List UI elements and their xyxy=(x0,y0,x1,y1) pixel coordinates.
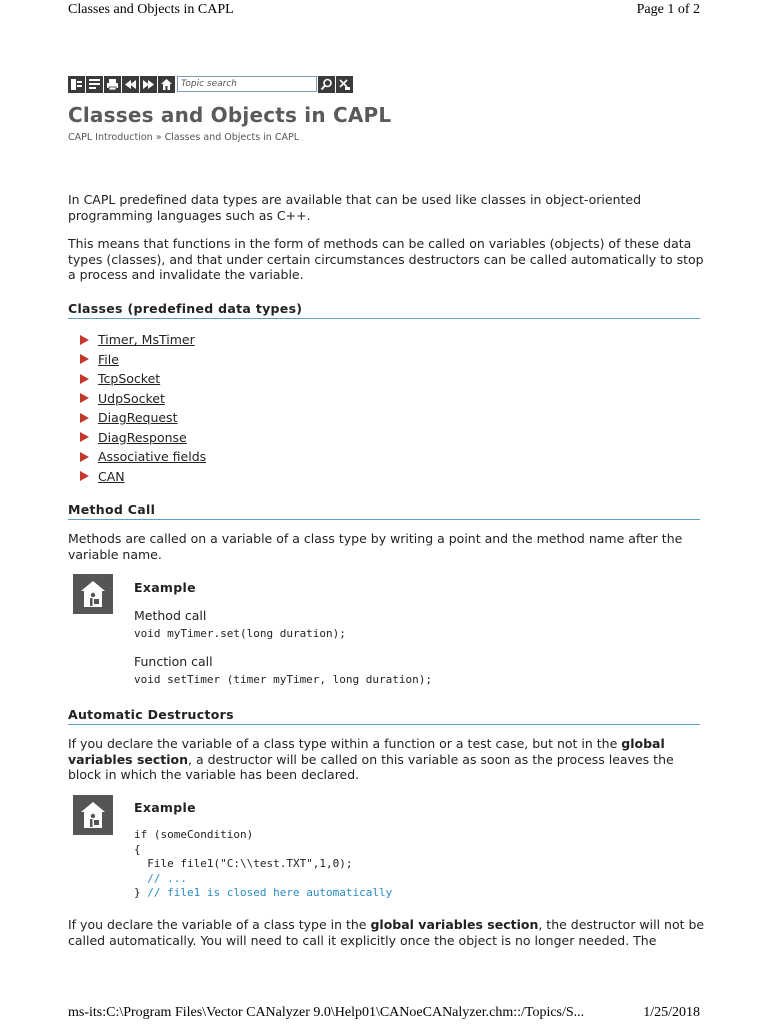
code-closing-comment: // file1 is closed here automatically xyxy=(147,886,393,899)
destructors-paragraph-2: If you declare the variable of a class type in the global variables section, the destructor will not be called automatically. You will need to call it explicitly once the object is no longer needed. The xyxy=(68,917,705,948)
code-line: if (someCondition) xyxy=(134,828,254,841)
print-header xyxy=(68,2,700,20)
class-link-can[interactable]: CAN xyxy=(98,468,125,484)
breadcrumb-link-capl-introduction[interactable]: CAPL Introduction xyxy=(68,132,153,143)
print-footer xyxy=(68,1005,700,1023)
list-item xyxy=(80,330,206,350)
example-label: Example xyxy=(134,800,196,815)
destructors-paragraph-1: If you declare the variable of a class type within a function or a test case, but not in the global variables section, a destructor will be called on this variable as soon as the process leaves the block in which the variable has been declared. xyxy=(68,736,674,782)
topic-search-input[interactable] xyxy=(177,76,317,92)
class-link-diagresponse[interactable]: DiagResponse xyxy=(98,429,187,445)
example-label: Example xyxy=(134,580,196,595)
bullet-arrow-icon xyxy=(80,452,89,462)
function-call-label: Function call xyxy=(134,654,213,669)
home-icon[interactable] xyxy=(158,76,175,93)
bullet-arrow-icon xyxy=(80,471,89,481)
classes-section-heading: Classes (predefined data types) xyxy=(68,301,700,319)
example-icon xyxy=(73,574,113,614)
method-call-label: Method call xyxy=(134,608,207,623)
search-icon[interactable] xyxy=(318,76,335,93)
list-item xyxy=(80,369,206,389)
classes-list xyxy=(80,330,206,486)
list-item xyxy=(80,389,206,409)
page-title: Classes and Objects in CAPL xyxy=(68,103,392,127)
print-icon[interactable] xyxy=(104,76,121,93)
bullet-arrow-icon xyxy=(80,432,89,442)
method-call-heading: Method Call xyxy=(68,502,700,520)
code-line-comment: // ... xyxy=(134,872,187,885)
class-link-timer[interactable]: Timer, MsTimer xyxy=(98,332,195,348)
list-item xyxy=(80,408,206,428)
contents-icon[interactable] xyxy=(68,76,85,93)
bullet-arrow-icon xyxy=(80,393,89,403)
code-line: File file1("C:\\test.TXT",1,0); xyxy=(134,857,353,870)
automatic-destructors-heading: Automatic Destructors xyxy=(68,707,700,725)
breadcrumb-current: Classes and Objects in CAPL xyxy=(164,132,300,143)
example-icon xyxy=(73,795,113,835)
intro-paragraph-1: In CAPL predefined data types are available that can be used like classes in object-oriented programming languages such as C++. xyxy=(68,192,642,223)
print-footer-url: ms-its:C:\Program Files\Vector CANalyzer 9.0\Help01\CANoeCANalyzer.chm::/Topics/S... xyxy=(68,1005,585,1020)
class-link-diagrequest[interactable]: DiagRequest xyxy=(98,410,178,426)
bullet-arrow-icon xyxy=(80,374,89,384)
class-link-file[interactable]: File xyxy=(98,351,119,367)
print-header-title: Classes and Objects in CAPL xyxy=(68,2,234,17)
bullet-arrow-icon xyxy=(80,335,89,345)
previous-icon[interactable] xyxy=(122,76,139,93)
index-icon[interactable] xyxy=(86,76,103,93)
help-toolbar xyxy=(68,75,354,93)
method-call-paragraph: Methods are called on a variable of a class type by writing a point and the method name after the variable name. xyxy=(68,531,683,562)
code-line: } // file1 is closed here automatically xyxy=(134,886,393,899)
next-icon[interactable] xyxy=(140,76,157,93)
clear-search-icon[interactable] xyxy=(336,76,353,93)
bullet-arrow-icon xyxy=(80,413,89,423)
class-link-udpsocket[interactable]: UdpSocket xyxy=(98,390,165,406)
print-footer-date: 1/25/2018 xyxy=(643,1005,700,1020)
class-link-associative-fields[interactable]: Associative fields xyxy=(98,449,207,465)
breadcrumb-separator: » xyxy=(152,132,165,143)
breadcrumb xyxy=(68,132,299,143)
bullet-arrow-icon xyxy=(80,354,89,364)
list-item xyxy=(80,428,206,448)
list-item xyxy=(80,447,206,467)
method-call-code: void myTimer.set(long duration); xyxy=(134,627,346,640)
function-call-code: void setTimer (timer myTimer, long duration); xyxy=(134,673,433,686)
list-item xyxy=(80,350,206,370)
code-line: { xyxy=(134,843,141,856)
list-item xyxy=(80,467,206,487)
print-header-page-number: Page 1 of 2 xyxy=(636,2,700,17)
class-link-tcpsocket[interactable]: TcpSocket xyxy=(98,371,161,387)
intro-paragraph-2: This means that functions in the form of methods can be called on variables (objects) of these data types (classes), and that under certain circumstances destructors can be called automatically to stop a process and invalidate the variable. xyxy=(68,236,704,282)
